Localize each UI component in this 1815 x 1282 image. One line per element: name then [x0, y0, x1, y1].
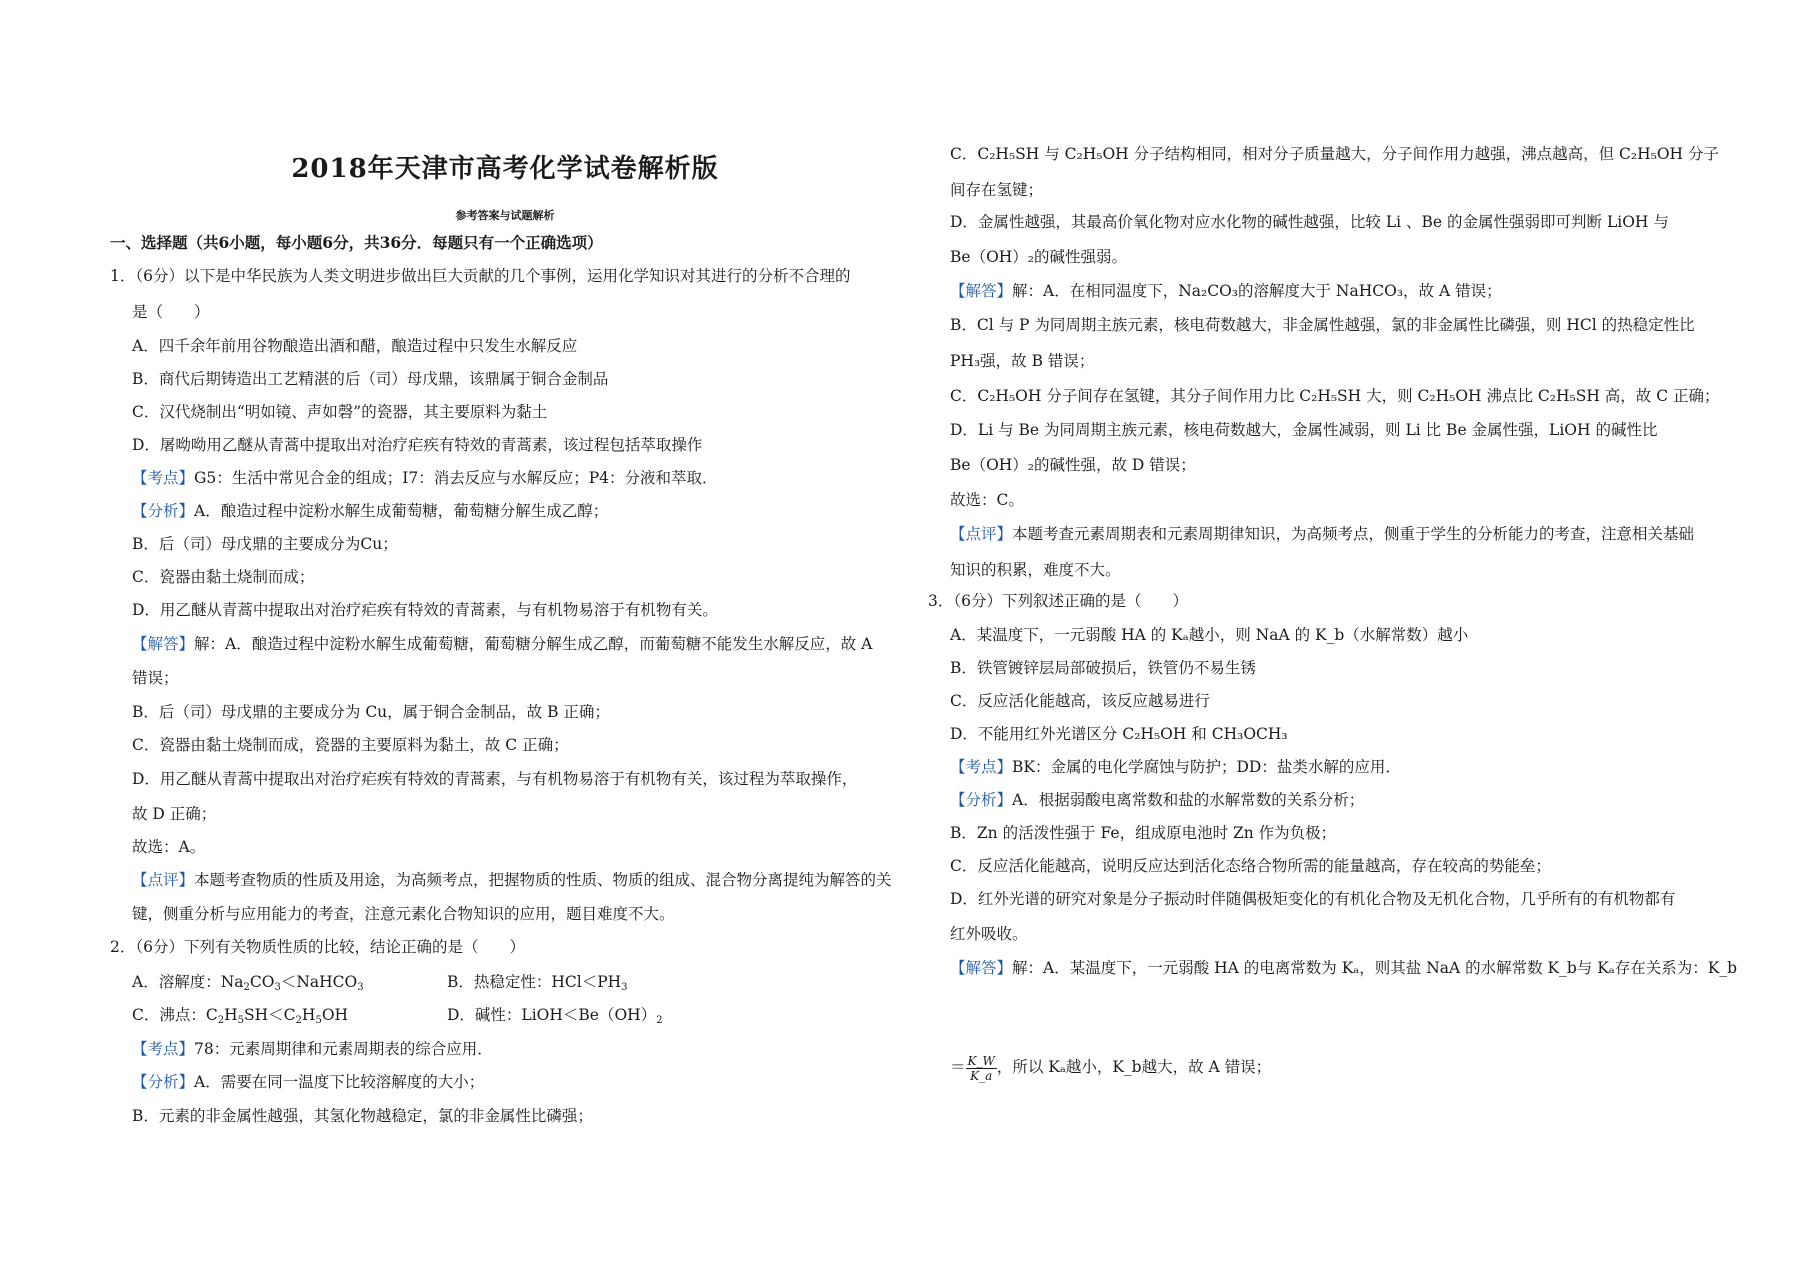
q2-kaodian: 【考点】78：元素周期律和元素周期表的综合应用． [132, 1040, 493, 1058]
r-dianping-cont: 知识的积累，难度不大。 [950, 561, 1121, 579]
r-jieda: 【解答】解：A．在相同温度下，Na₂CO₃的溶解度大于 NaHCO₃，故 A 错误； [950, 282, 1502, 300]
q1-jieda-b: B．后（司）母戊鼎的主要成分为 Cu，属于铜合金制品，故 B 正确； [132, 703, 610, 721]
q3-option-b: B．铁管镀锌层局部破损后，铁管仍不易生锈 [950, 659, 1256, 677]
page-title: 2018年天津市高考化学试卷解析版 [291, 154, 719, 184]
q2-option-d: D．碱性：$LiOH<Be(OH)_2$ [447, 1006, 663, 1026]
q2-fenxi-b: B．元素的非金属性越强，其氢化物越稳定，氯的非金属性比磷强； [132, 1107, 593, 1125]
r-answer: 故选：C。 [950, 491, 1024, 509]
dianping-tag: 【点评】 [132, 871, 195, 889]
r-line-3: D．金属性越强，其最高价氧化物对应水化物的碱性越强，比较 Li 、Be 的金属性强弱即可判断 LiOH 与 [950, 213, 1669, 231]
r-line-4: Be（OH）₂的碱性强弱。 [950, 248, 1128, 266]
q3-option-a: A．某温度下，一元弱酸 HA 的 Kₐ越小，则 NaA 的 K_b（水解常数）越小 [950, 626, 1469, 644]
r-line-7: PH₃强，故 B 错误； [950, 352, 1095, 370]
q3-fenxi-d-cont: 红外吸收。 [950, 925, 1028, 943]
r-line-9: D．Li 与 Be 为同周期主族元素，核电荷数越大，金属性减弱，则 Li 比 Be 金属性强，LiOH 的碱性比 [950, 421, 1658, 439]
q1-answer: 故选：A。 [132, 838, 206, 856]
q3-kaodian: 【考点】BK：金属的电化学腐蚀与防护；DD：盐类水解的应用． [950, 758, 1401, 776]
q3-stem: 3．（6分）下列叙述正确的是（ ） [928, 592, 1188, 610]
q1-option-d: D．屠呦呦用乙醚从青蒿中提取出对治疗疟疾有特效的青蒿素，该过程包括萃取操作 [132, 436, 703, 454]
q1-fenxi-d: D．用乙醚从青蒿中提取出对治疗疟疾有特效的青蒿素，与有机物易溶于有机物有关。 [132, 601, 718, 619]
q3-fenxi-c: C．反应活化能越高，说明反应达到活化态络合物所需的能量越高，存在较高的势能垒； [950, 857, 1551, 875]
r-line-6: B．Cl 与 P 为同周期主族元素，核电荷数越大，非金属性越强，氯的非金属性比磷强，则 HCl 的热稳定性比 [950, 316, 1695, 334]
q3-equation: ＝ $\frac{K\_W}{K\_a}$ ，所以 Kₐ越小，K_b越大，故 A 错误； [950, 1053, 1272, 1083]
fenxi-tag: 【分析】 [132, 502, 195, 520]
q1-dianping: 【点评】本题考查物质的性质及用途，为高频考点，把握物质的性质、物质的组成、混合物分离提纯为解答的关 [132, 871, 892, 889]
q1-stem-cont: 是（ ） [132, 303, 210, 321]
r-dianping: 【点评】本题考查元素周期表和元素周期律知识，为高频考点，侧重于学生的分析能力的考查，注意相关基础 [950, 525, 1695, 543]
q3-fenxi-b: B．Zn 的活泼性强于 Fe，组成原电池时 Zn 作为负极； [950, 824, 1337, 842]
q1-option-c: C．汉代烧制出“明如镜、声如磬”的瓷器，其主要原料为黏土 [132, 403, 548, 421]
r-line-1: C．C₂H₅SH 与 C₂H₅OH 分子结构相同，相对分子质量越大，分子间作用力越强，沸点越高，但 C₂H₅OH 分子 [950, 145, 1719, 163]
section-heading: 一、选择题（共6小题，每小题6分，共36分．每题只有一个正确选项） [110, 233, 603, 252]
q1-jieda-cont: 错误； [132, 669, 179, 687]
kaodian-tag: 【考点】 [132, 469, 195, 487]
page-subtitle: 参考答案与试题解析 [455, 209, 555, 222]
q1-option-b: B．商代后期铸造出工艺精湛的后（司）母戊鼎，该鼎属于铜合金制品 [132, 370, 609, 388]
q3-fenxi: 【分析】A．根据弱酸电离常数和盐的水解常数的关系分析； [950, 791, 1365, 809]
q2-fenxi: 【分析】A．需要在同一温度下比较溶解度的大小； [132, 1073, 485, 1091]
q3-option-d: D．不能用红外光谱区分 C₂H₅OH 和 CH₃OCH₃ [950, 725, 1288, 743]
r-line-8: C．C₂H₅OH 分子间存在氢键，其分子间作用力比 C₂H₅SH 大，则 C₂H₅OH 沸点比 C₂H₅SH 高，故 C 正确； [950, 387, 1720, 405]
q1-option-a: A．四千余年前用谷物酿造出酒和醋，酿造过程中只发生水解反应 [132, 337, 578, 355]
q1-fenxi: 【分析】A．酿造过程中淀粉水解生成葡萄糖，葡萄糖分解生成乙醇； [132, 502, 609, 520]
q3-jieda: 【解答】解：A．某温度下，一元弱酸 HA 的电离常数为 Kₐ，则其盐 NaA 的水解常数 K_b与 Kₐ存在关系为：K_b [950, 959, 1738, 977]
q2-option-a: A．溶解度：$Na_2CO_3<NaHCO_3$ [132, 973, 364, 993]
q1-fenxi-c: C．瓷器由黏土烧制而成； [132, 568, 315, 586]
jieda-tag: 【解答】 [132, 635, 195, 653]
q3-fenxi-d: D．红外光谱的研究对象是分子振动时伴随偶极矩变化的有机化合物及无机化合物，几乎所有的有机物都有 [950, 890, 1676, 908]
q1-dianping-cont: 键，侧重分析与应用能力的考查，注意元素化合物知识的应用，题目难度不大。 [132, 905, 675, 923]
q1-fenxi-b: B．后（司）母戊鼎的主要成分为Cu； [132, 535, 398, 553]
q2-option-b: B．热稳定性：$HCl<PH_3$ [447, 973, 628, 993]
q1-jieda-c: C．瓷器由黏土烧制而成，瓷器的主要原料为黏土，故 C 正确； [132, 736, 569, 754]
r-line-2: 间存在氢键； [950, 181, 1044, 199]
q1-stem: 1．（6分）以下是中华民族为人类文明进步做出巨大贡献的几个事例，运用化学知识对其进行的分析不合理的 [110, 267, 851, 285]
kw-over-ka-fraction: $\frac{K\_W}{K\_a}$ [967, 1053, 995, 1083]
q1-kaodian: 【考点】G5：生活中常见合金的组成；I7：消去反应与水解反应；P4：分液和萃取． [132, 469, 718, 487]
q2-option-c: C．沸点：$C_2H_5SH<C_2H_5OH$ [132, 1006, 349, 1026]
q1-jieda-d: D．用乙醚从青蒿中提取出对治疗疟疾有特效的青蒿素，与有机物易溶于有机物有关，该过程为萃取操作， [132, 770, 858, 788]
q1-jieda: 【解答】解：A．酿造过程中淀粉水解生成葡萄糖，葡萄糖分解生成乙醇，而葡萄糖不能发生水解反应，故 A [132, 635, 873, 653]
q3-option-c: C．反应活化能越高，该反应越易进行 [950, 692, 1210, 710]
r-line-10: Be（OH）₂的碱性强，故 D 错误； [950, 456, 1196, 474]
q2-stem: 2．（6分）下列有关物质性质的比较，结论正确的是（ ） [110, 938, 525, 956]
q1-jieda-d-cont: 故 D 正确； [132, 805, 217, 823]
